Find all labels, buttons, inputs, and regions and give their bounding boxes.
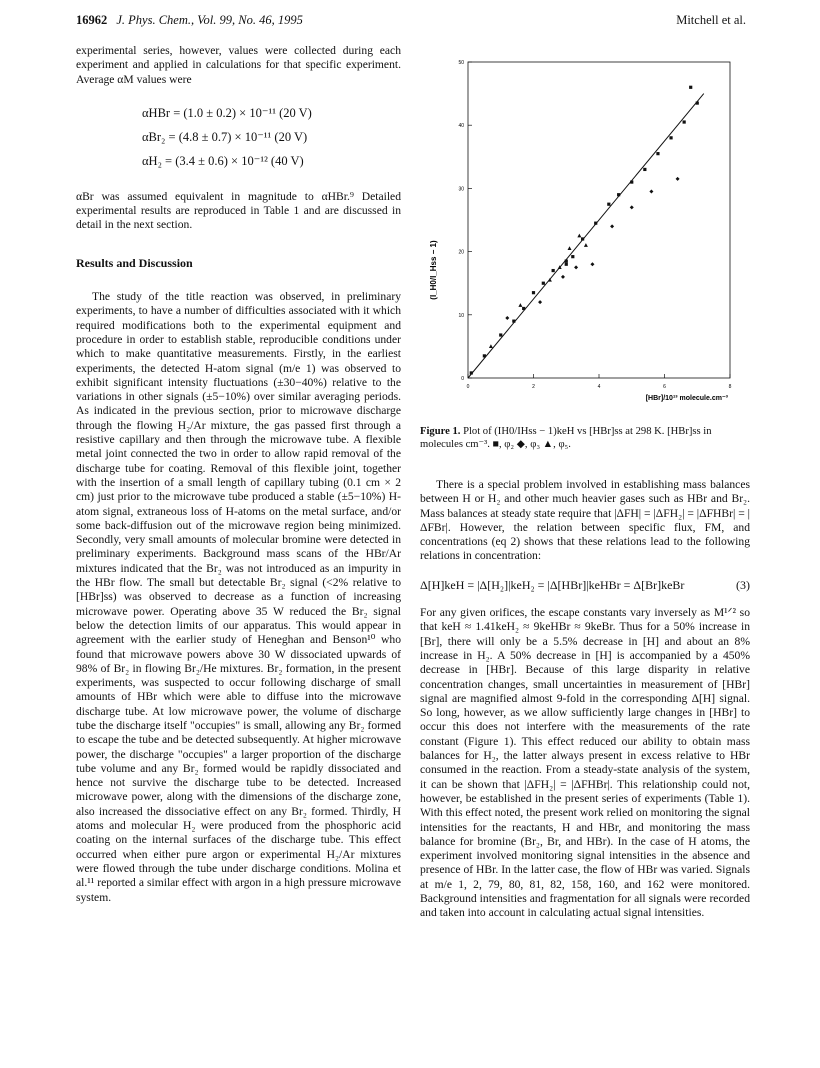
data-point-square bbox=[565, 263, 568, 266]
data-point-square bbox=[696, 101, 699, 104]
fit-line bbox=[468, 94, 704, 378]
data-point-square bbox=[542, 282, 545, 285]
data-point-square bbox=[643, 168, 646, 171]
left-column bbox=[76, 44, 401, 905]
data-point-triangle bbox=[577, 234, 581, 238]
equation-alpha-br2: αBr₂ = (4.8 ± 0.7) × 10⁻¹¹ (20 V) bbox=[142, 129, 308, 144]
x-tick-label: 6 bbox=[663, 384, 666, 390]
data-point-triangle bbox=[489, 344, 493, 348]
authors-header: Mitchell et al. bbox=[676, 13, 746, 27]
data-point-square bbox=[594, 222, 597, 225]
y-axis-label: (I_H0/I_Hss − 1) bbox=[429, 240, 438, 300]
data-point-diamond bbox=[610, 224, 614, 228]
data-point-square bbox=[669, 136, 672, 139]
data-point-square bbox=[565, 259, 568, 262]
data-point-diamond bbox=[590, 262, 594, 266]
caption-lead: Figure 1. bbox=[420, 426, 461, 437]
data-point-square bbox=[470, 371, 473, 374]
data-point-triangle bbox=[548, 278, 552, 282]
x-tick-label: 4 bbox=[597, 384, 601, 390]
x-axis-label: [HBr]/10¹³ molecule.cm⁻³ bbox=[645, 395, 728, 402]
data-point-square bbox=[607, 203, 610, 206]
y-tick-label: 20 bbox=[458, 249, 464, 256]
equation-alpha-h2: αH₂ = (3.4 ± 0.6) × 10⁻¹² (40 V) bbox=[142, 153, 304, 168]
figure-caption bbox=[420, 425, 750, 451]
data-point-square bbox=[512, 320, 515, 323]
data-point-diamond bbox=[505, 316, 509, 320]
escape-constants-paragraph: For any given orifices, the escape constants vary inversely as M¹ᐟ² so that keH ≈ 1.41keH₂ ≈ 9keHBr ≈ 9keBr. Thus for a 50% increase in [Br], there will only be a 5.5% decrease in [H] and about an 8% increase in H₂. A 50% decrease in [H] is accompanied by a 450% decrease in [HBr]. Because of this large disparity in relative concentration changes, small uncertainties in measurement of [HBr] signal are magnified almost 9-fold in the corresponding Δ[H] signal. So long, however, as we allow sufficiently large changes in [HBr] to occur this does not interfere with the measurements of the rate constant (Figure 1). This effect reduced our ability to obtain mass balances for H₂, the latter always present in excess relative to HBr consumed in the reaction. From a steady-state analysis of the system, it can be shown that |ΔFH₂| = |ΔFHBr|. This relationship could not, however, be established in the present series of experiments (Table 1). With this effect noted, the present work relied on monitoring the signal intensities for the reactants, H and HBr, and monitoring the mass balance for bromine (Br₂, Br, and HBr). In the case of H atoms, the experiment involved monitoring signal intensities in the absence and presence of HBr. In the latter case, the flow of HBr was varied. Signals at m/e 1, 2, 79, 80, 81, 82, 158, 160, and 162 were monitored. Background intensities and fragmentation for all signals were recorded and taken into account in calculating actual signal intensities. bbox=[420, 606, 750, 920]
data-point-square bbox=[552, 269, 555, 272]
data-point-square bbox=[689, 86, 692, 89]
page-number: 16962 bbox=[76, 13, 108, 27]
after-equations-paragraph: αBr was assumed equivalent in magnitude to αHBr.⁹ Detailed experimental results are reproduced in Table 1 and are discussed in detail in the next section. bbox=[76, 189, 401, 232]
data-point-square bbox=[581, 237, 584, 240]
y-tick-label: 40 bbox=[458, 123, 464, 130]
data-point-triangle bbox=[518, 303, 522, 307]
data-point-square bbox=[532, 291, 535, 294]
equation-3-number: (3) bbox=[736, 577, 750, 592]
equation-3 bbox=[420, 578, 750, 592]
data-point-diamond bbox=[630, 205, 634, 209]
data-point-square bbox=[571, 255, 574, 258]
x-tick-label: 0 bbox=[466, 384, 470, 390]
data-point-diamond bbox=[561, 275, 565, 279]
x-tick-label: 8 bbox=[728, 384, 732, 390]
y-tick-label: 30 bbox=[458, 186, 464, 193]
equation-3-body: Δ[H]keH = |Δ[H₂]|keH₂ = |Δ[HBr]|keHBr = Δ[Br]keBr bbox=[420, 577, 685, 592]
data-point-diamond bbox=[649, 190, 653, 194]
scatter-plot bbox=[420, 50, 750, 420]
equation-alpha-hbr: αHBr = (1.0 ± 0.2) × 10⁻¹¹ (20 V) bbox=[142, 105, 312, 120]
data-point-square bbox=[683, 120, 686, 123]
data-point-square bbox=[483, 354, 486, 357]
journal-citation: J. Phys. Chem., Vol. 99, No. 46, 1995 bbox=[116, 13, 303, 27]
data-point-square bbox=[656, 152, 659, 155]
y-tick-label: 10 bbox=[458, 312, 464, 319]
intro-paragraph: experimental series, however, values were collected during each experiment and applied in calculations for that specific experiment. Average αM values were bbox=[76, 44, 401, 86]
alpha-equations bbox=[142, 104, 401, 176]
mass-balance-paragraph: There is a special problem involved in establishing mass balances between H or H₂ and other much heavier gases such as HBr and Br₂. Mass balances at steady state require that |ΔFH| = |ΔFH₂| = |ΔFHBr| = |ΔFBr|. However, the relation between specific flux, FM, and concentrations (eq 2) shows that these relations lead to the following relations in concentration: bbox=[420, 478, 750, 563]
data-point-square bbox=[522, 307, 525, 310]
section-title: Results and Discussion bbox=[76, 255, 193, 270]
data-point-diamond bbox=[538, 300, 542, 304]
figure-1 bbox=[420, 50, 750, 470]
y-tick-label: 50 bbox=[458, 60, 464, 66]
data-point-diamond bbox=[676, 177, 680, 181]
right-column bbox=[420, 478, 750, 921]
data-point-triangle bbox=[568, 246, 572, 250]
x-tick-label: 2 bbox=[532, 384, 535, 390]
data-point-diamond bbox=[574, 265, 578, 269]
data-point-square bbox=[630, 180, 633, 183]
y-tick-label: 0 bbox=[461, 376, 464, 382]
data-point-square bbox=[499, 333, 502, 336]
caption-text: Plot of (IH0/IHss − 1)keH vs [HBr]ss at 298 K. [HBr]ss in molecules cm⁻³. ■, φ₂ ◆, φ₃ ▲, φ₅. bbox=[420, 426, 712, 450]
running-header bbox=[76, 13, 303, 28]
data-point-triangle bbox=[584, 243, 588, 247]
body-paragraph: The study of the title reaction was observed, in preliminary experiments, to have a number of difficulties associated with it which required modifications both to the experimental equipment and procedure in order to establish stable, reproducible conditions under which to make quantitative measurements. Firstly, in the earliest experiments, the detected H-atom signal (m/e 1) was observed to exhibit significant intensity fluctuations (±30−40%) relative to the variations in other signals (±5−10%) over similar averaging periods. As indicated in the previous section, prior to microwave discharge through the flowing H₂/Ar mixture, the gas passed first through a resistive capillary and then through the microwave tube. A flexible metal joint connected the two in order to allow rapid removal of the discharge tube for coating. Removal of this flexible joint, together with the insertion of a small length of capillary tubing (0.1 cm × 2 cm) just prior to the microwave tube produced a stable (±5−10%) H-atom signal, extraneous loss of H-atoms on the metal surface, and/or some back-diffusion out of the microwave region being minimized. Secondly, very small amounts of molecular bromine were detected in preliminary experiments. Background mass scans of the HBr/Ar mixtures indicated that the Br₂ was not introduced as an impurity in the HBr flow. The small but detectable Br₂ signal (<2% relative to [HBr]ss) was observed to decrease as a function of increasing microwave power. Operating above 35 W reduced the Br₂ signal below the detection limits of our apparatus. This would appear in agreement with the earlier study of Heneghan and Benson¹⁰ who found that microwave powers above 30 W dissociated upwards of 98% of Br₂ in flowing Br₂/He mixtures. Br₂ formation, in the present experiments, was suspected to occur following discharge of small amounts of HBr which were able to diffuse into the microwave discharge tube. At low microwave power, the volume of discharge tube the discharge itself "occupies" is small, allowing any Br₂ formed to escape the tube and be detected subsequently. At higher microwave power, the discharge "occupies" a larger proportion of the discharge tube volume and any Br₂ formed would be rapidly dissociated and hence not survive the discharge tube to be detected. Increased microwave power, along with the dimensions of the discharge zone, also increased the dissociative effect on any Br₂ formed. Thirdly, H atoms and molecular H₂ were produced from the phosphoric acid coating on the internal surfaces of the discharge tube. This effect occurred when either pure argon or experimental H₂/Ar mixtures were flowed through the tube under discharge conditions. Molina et al.¹¹ reported a similar effect with argon in a high pressure microwave system. bbox=[76, 290, 401, 904]
data-point-square bbox=[617, 193, 620, 196]
